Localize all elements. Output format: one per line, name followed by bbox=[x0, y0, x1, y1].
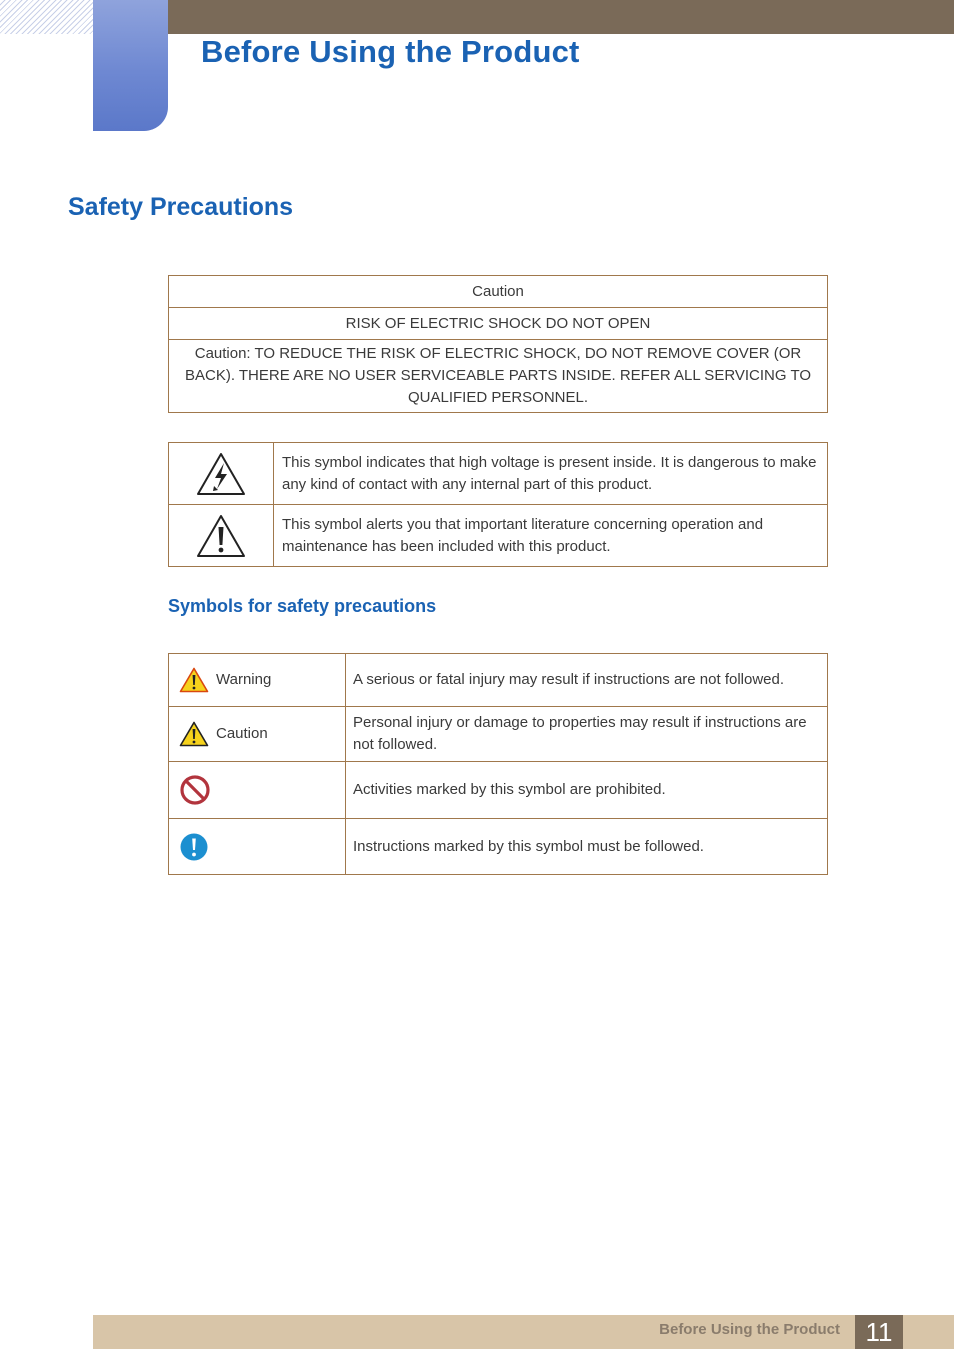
mandatory-action-icon bbox=[179, 832, 209, 862]
caution-notice-table bbox=[168, 275, 828, 413]
symbol-row bbox=[169, 505, 828, 567]
safety-symbol-legend-table bbox=[168, 653, 828, 875]
legend-label: Warning bbox=[216, 671, 272, 688]
legend-icon-cell bbox=[169, 819, 346, 875]
legend-row bbox=[169, 707, 828, 762]
caution-row bbox=[169, 308, 828, 340]
header-bar bbox=[168, 0, 954, 34]
symbol-icon-cell bbox=[169, 443, 274, 505]
chapter-tab-decoration bbox=[93, 0, 168, 131]
footer-section-name: Before Using the Product bbox=[659, 1321, 840, 1338]
subsection-title: Symbols for safety precautions bbox=[168, 596, 437, 616]
chapter-title: Before Using the Product bbox=[201, 34, 580, 69]
legend-description: Activities marked by this symbol are prohibited. bbox=[346, 762, 828, 819]
legend-icon-label bbox=[179, 721, 335, 747]
exclamation-triangle-icon bbox=[195, 513, 247, 559]
symbol-description: This symbol indicates that high voltage is present inside. It is dangerous to make any kind of contact with any internal part of this product. bbox=[274, 443, 828, 505]
caution-row bbox=[169, 276, 828, 308]
caution-cell: Caution bbox=[169, 276, 828, 308]
legend-description: A serious or fatal injury may result if instructions are not followed. bbox=[346, 654, 828, 707]
legend-row bbox=[169, 762, 828, 819]
legend-description: Instructions marked by this symbol must be followed. bbox=[346, 819, 828, 875]
legend-icon-label bbox=[179, 667, 335, 693]
symbol-row bbox=[169, 443, 828, 505]
header-hatch-decoration bbox=[0, 0, 93, 34]
caution-row bbox=[169, 340, 828, 413]
legend-icon-cell bbox=[169, 654, 346, 707]
high-voltage-warning-icon bbox=[195, 451, 247, 497]
symbol-icon-cell bbox=[169, 505, 274, 567]
legend-icon-cell bbox=[169, 707, 346, 762]
caution-cell: RISK OF ELECTRIC SHOCK DO NOT OPEN bbox=[169, 308, 828, 340]
section-title: Safety Precautions bbox=[68, 193, 294, 221]
page-number: 11 bbox=[855, 1315, 903, 1349]
caution-cell: Caution: TO REDUCE THE RISK OF ELECTRIC SHOCK, DO NOT REMOVE COVER (OR BACK). THERE ARE NO USER SERVICEABLE PARTS INSIDE. REFER ALL SERVICING TO QUALIFIED PERSONNEL. bbox=[169, 340, 828, 413]
caution-triangle-icon bbox=[179, 721, 209, 747]
symbol-explanation-table bbox=[168, 442, 828, 567]
legend-label: Caution bbox=[216, 725, 268, 742]
prohibited-icon bbox=[179, 774, 211, 806]
legend-row bbox=[169, 654, 828, 707]
symbol-description: This symbol alerts you that important literature concerning operation and maintenance has been included with this product. bbox=[274, 505, 828, 567]
legend-icon-cell bbox=[169, 762, 346, 819]
legend-description: Personal injury or damage to properties may result if instructions are not followed. bbox=[346, 707, 828, 762]
warning-triangle-icon bbox=[179, 667, 209, 693]
legend-row bbox=[169, 819, 828, 875]
